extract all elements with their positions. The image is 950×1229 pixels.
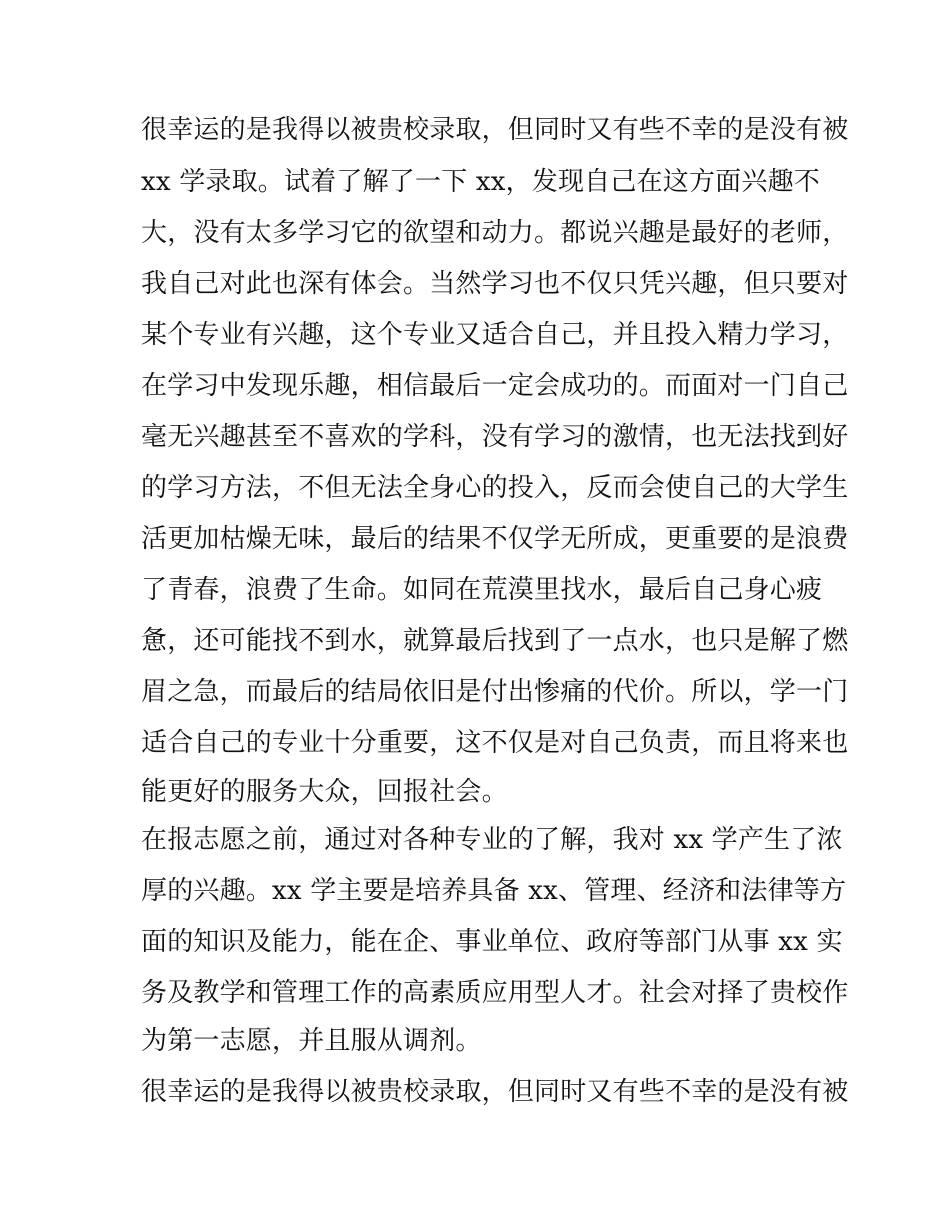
text-line: 惫，还可能找不到水，就算最后找到了一点水，也只是解了燃 — [141, 626, 849, 656]
text-line: 很幸运的是我得以被贵校录取，但同时又有些不幸的是没有被 — [141, 1077, 849, 1107]
text-line: 活更加枯燥无味，最后的结果不仅学无所成，更重要的是浪费 — [141, 524, 849, 554]
text-line: xx 学录取。试着了解了一下 xx，发现自己在这方面兴趣不 — [141, 167, 820, 197]
text-line: 大，没有太多学习它的欲望和动力。都说兴趣是最好的老师， — [141, 218, 849, 248]
text-line: 能更好的服务大众，回报社会。 — [141, 777, 508, 807]
text-line: 为第一志愿，并且服从调剂。 — [141, 1026, 482, 1056]
text-line: 我自己对此也深有体会。当然学习也不仅只凭兴趣，但只要对 — [141, 269, 849, 299]
text-line: 在报志愿之前，通过对各种专业的了解，我对 xx 学产生了浓 — [141, 825, 843, 855]
text-line: 的学习方法，不但无法全身心的投入，反而会使自己的大学生 — [141, 473, 849, 503]
text-line: 在学习中发现乐趣，相信最后一定会成功的。而面对一门自己 — [141, 371, 849, 401]
text-line: 眉之急，而最后的结局依旧是付出惨痛的代价。所以，学一门 — [141, 677, 849, 707]
text-line: 毫无兴趣甚至不喜欢的学科，没有学习的激情，也无法找到好 — [141, 422, 849, 452]
text-line: 适合自己的专业十分重要，这不仅是对自己负责，而且将来也 — [141, 728, 849, 758]
text-line: 务及教学和管理工作的高素质应用型人才。社会对择了贵校作 — [141, 978, 849, 1008]
text-line: 厚的兴趣。xx 学主要是培养具备 xx、管理、经济和法律等方 — [141, 876, 847, 906]
text-line: 某个专业有兴趣，这个专业又适合自己，并且投入精力学习， — [141, 320, 849, 350]
text-line: 很幸运的是我得以被贵校录取，但同时又有些不幸的是没有被 — [141, 115, 849, 145]
text-line: 了青春，浪费了生命。如同在荒漠里找水，最后自己身心疲 — [141, 575, 823, 605]
text-line: 面的知识及能力，能在企、事业单位、政府等部门从事 xx 实 — [141, 927, 843, 957]
